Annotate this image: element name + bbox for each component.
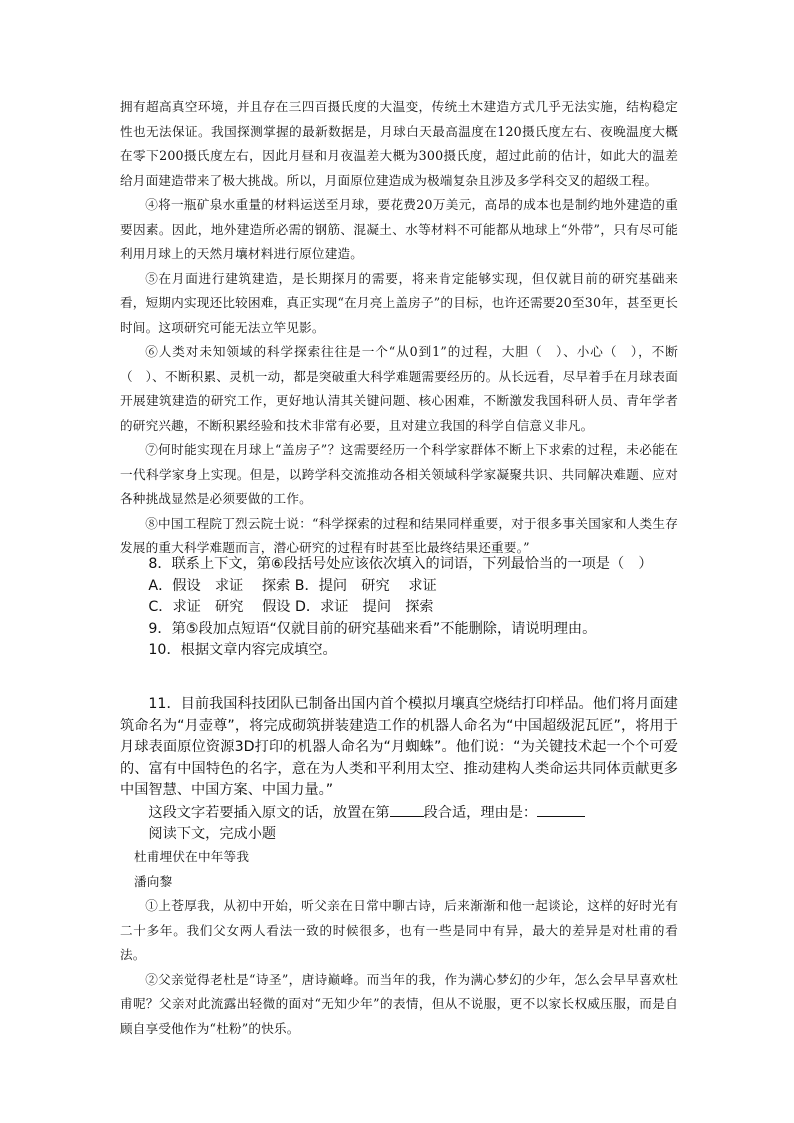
questions-8-10 (120, 554, 678, 662)
passage-2-paragraph-1: ①上苍厚我，从初中开始，听父亲在日常中聊古诗，后来渐渐和他一起谈论，这样的好时光有二十多年。我们父女两人看法一致的时候很多，也有一些是同中有异，最大的差异是对杜甫的看法。 (120, 898, 678, 962)
passage-1 (120, 95, 678, 561)
question-11-prompt-part-b: 段合适，理由是： (423, 804, 538, 821)
question-11-prompt (120, 802, 678, 825)
passage-2-paragraph-2: ②父亲觉得老杜是“诗圣”，唐诗巅峰。而当年的我，作为满心梦幻的少年，怎么会早早喜欢杜甫呢？父亲对此流露出轻微的面对“无知少年”的表情，但从不说服，更不以家长权威压服，而是自顾自享受他作为“杜粉”的快乐。 (120, 971, 678, 1036)
passage-2-title: 杜甫埋伏在中年等我 (134, 849, 250, 864)
question-11-prompt-part-a: 这段文字若要插入原文的话，放置在第 (148, 804, 390, 821)
passage-1-paragraph-3-continued: 拥有超高真空环境，并且存在三四百摄氏度的大温变，传统土木建造方式几乎无法实施，结构稳定性也无法保证。我国探测掌握的最新数据是，月球白天最高温度在120摄氏度左右、夜晚温度大概在零下200摄氏度左右，因此月昼和月夜温差大概为300摄氏度，超过此前的估计，如此大的温差给月面建造带来了极大挑战。所以，月面原位建造成为极端复杂且涉及多学科交叉的超级工程。 (120, 99, 678, 188)
passage-1-paragraph-6: ⑥人类对未知领域的科学探索往往是一个“从0到1”的过程，大胆（ ）、小心（ ），不断（ ）、不断积累、灵机一动，都是突破重大科学难题需要经历的。从长远看，尽早着手在月球表面开展建筑建造的研究工作，更好地认清其关键问题、核心困难，不断激发我国科研人员、青年学者的研究兴趣，不断积累经验和技术非常有必要，且对建立我国的科学自信意义非凡。 (120, 344, 678, 433)
passage-1-paragraph-8: ⑧中国工程院丁烈云院士说：“科学探索的过程和结果同样重要，对于很多事关国家和人类生存发展的重大科学难题而言，潜心研究的过程有时甚至比最终结果还重要。” (120, 515, 678, 555)
passage-1-paragraph-4: ④将一瓶矿泉水重量的材料运送至月球，要花费20万美元，高昂的成本也是制约地外建造的重要因素。因此，地外建造所必需的钢筋、混凝土、水等材料不可能都从地球上“外带”，只有尽可能利用月球上的天然月壤材料进行原位建造。 (120, 197, 678, 261)
question-9: 9．第⑤段加点短语“仅就目前的研究基础来看”不能删除，请说明理由。 (148, 620, 597, 637)
answer-blank-paragraph[interactable] (390, 802, 424, 817)
question-8-options-cd: C．求证 研究 假设 D．求证 提问 探索 (148, 599, 434, 615)
answer-blank-reason[interactable] (537, 802, 585, 817)
passage-1-paragraph-5: ⑤在月面进行建筑建造，是长期探月的需要，将来肯定能够实现，但仅就目前的研究基础来看，短期内实现还比较困难，真正实现“在月亮上盖房子”的目标，也许还需要20至30年，甚至更长时间。这项研究可能无法立竿见影。 (120, 270, 678, 335)
question-8-options-ab: A．假设 求证 探索 B．提问 研究 求证 (148, 577, 437, 594)
question-8-stem: 8．联系上下文，第⑥段括号处应该依次填入的词语，下列最恰当的一项是（ ） (148, 556, 653, 572)
passage-2 (120, 845, 678, 1041)
reading-instruction: 阅读下文，完成小题 (148, 826, 277, 842)
question-10: 10．根据文章内容完成填空。 (148, 642, 337, 658)
question-11 (120, 694, 678, 846)
passage-2-author: 潘向黎 (134, 873, 173, 889)
passage-1-paragraph-7: ⑦何时能实现在月球上“盖房子”？这需要经历一个科学家群体不断上下求索的过程，未必能在一代科学家身上实现。但是，以跨学科交流推动各相关领域科学家凝聚共识、共同解决难题、应对各种挑战显然是必须要做的工作。 (120, 442, 678, 506)
question-11-text: 11．目前我国科技团队已制备出国内首个模拟月壤真空烧结打印样品。他们将月面建筑命名为“月壶尊”，将完成砌筑拼装建造工作的机器人命名为“中国超级泥瓦匠”，将用于月球表面原位资源3D打印的机器人命名为“月蜘蛛”。他们说：“为关键技术起一个个可爱的、富有中国特色的名字，意在为人类和平利用太空、推动建构人类命运共同体贡献更多中国智慧、中国方案、中国力量。” (120, 696, 678, 798)
